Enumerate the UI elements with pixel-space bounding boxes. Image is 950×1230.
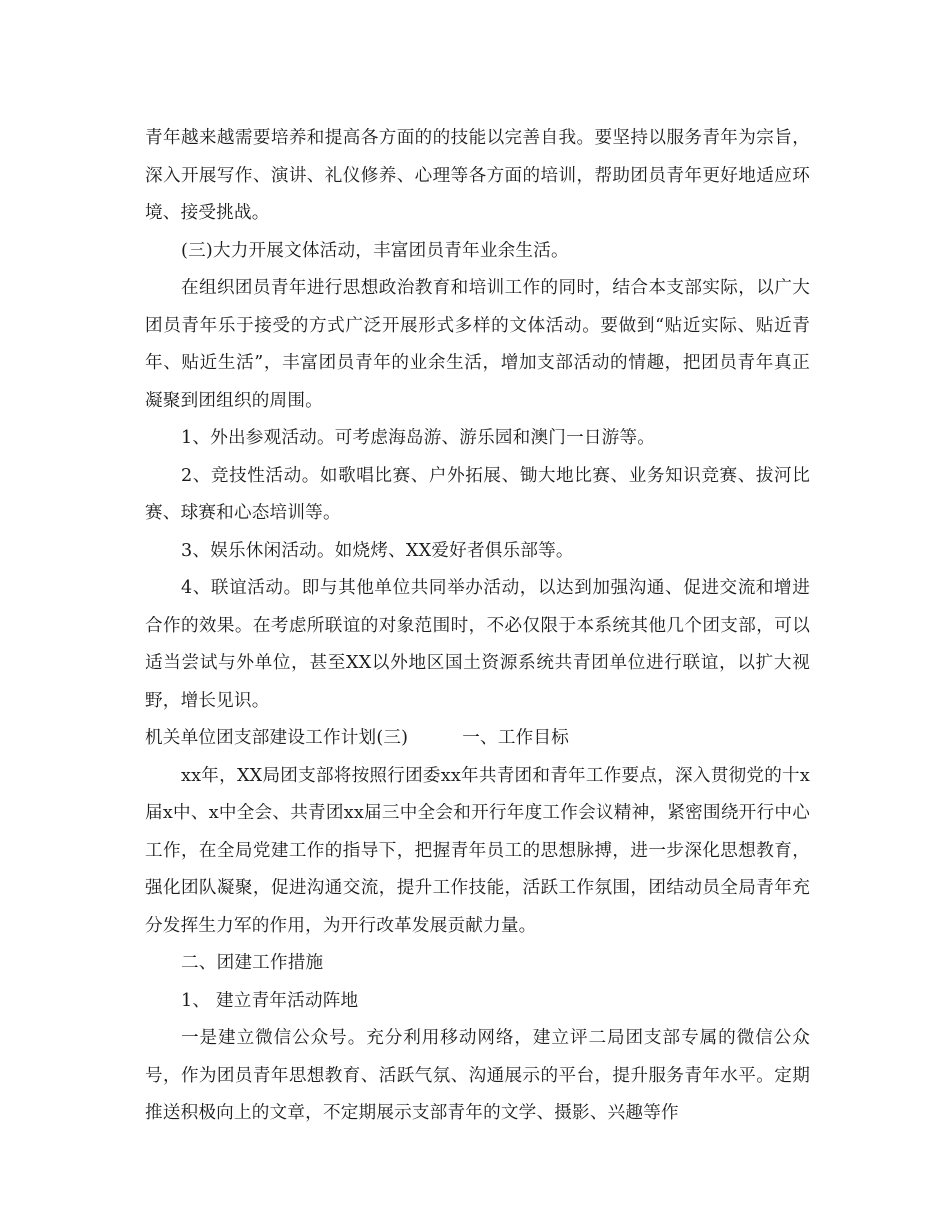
paragraph-wechat: 一是建立微信公众号。充分利用移动网络，建立评二局团支部专属的微信公众号，作为团员青年思想教育、活跃气氛、沟通展示的平台，提升服务青年水平。定期推送积极向上的文章，不定期展示支部青年的文学、摄影、兴趣等作 [145,1028,810,1123]
paragraph-measures-heading: 二、团建工作措施 [181,953,324,973]
document-body [145,120,810,1133]
paragraph-item-3: 3、娱乐休闲活动。如烧烤、XX爱好者俱乐部等。 [181,540,574,561]
paragraph-cultural-activities: 在组织团员青年进行思想政治教育和培训工作的同时，结合本支部实际，以广大团员青年乐于接受的方式广泛开展形式多样的文体活动。要做到“贴近实际、贴近青年、贴近生活”，丰富团员青年的业余生活，增加支部活动的情趣，把团员青年真正凝聚到团组织的周围。 [145,278,810,411]
paragraph-item-1: 1、外出参观活动。可考虑海岛游、游乐园和澳门一日游等。 [181,428,656,448]
paragraph-item-4: 4、联谊活动。即与其他单位共同举办活动，以达到加强沟通、促进交流和增进合作的效果。在考虑所联谊的对象范围时，不必仅限于本系统其他几个团支部，可以适当尝试与外单位，甚至XX以外地区国土资源系统共青团单位进行联谊，以扩大视野，增长见识。 [145,578,810,711]
paragraph-goal: xx年，XX局团支部将按照行团委xx年共青团和青年工作要点，深入贯彻党的十x届x中、x中全会、共青团xx届三中全会和开行年度工作会议精神，紧密围绕开行中心工作，在全局党建工作的指导下，把握青年员工的思想脉搏，进一步深化思想教育，强化团队凝聚，促进沟通交流，提升工作技能，活跃工作氛围，团结动员全局青年充分发挥生力军的作用，为开行改革发展贡献力量。 [145,765,810,936]
plan-heading-line [145,720,810,758]
plan-title: 机关单位团支部建设工作计划(三) [145,728,409,748]
paragraph-item-2: 2、竞技性活动。如歌唱比赛、户外拓展、锄大地比赛、业务知识竞赛、拔河比赛、球赛和心态培训等。 [145,465,810,523]
paragraph-measure-1-heading: 1、 建立青年活动阵地 [181,990,359,1011]
section-goal-heading: 一、工作目标 [462,728,570,748]
paragraph-training: 青年越来越需要培养和提高各方面的的技能以完善自我。要坚持以服务青年为宗旨，深入开展写作、演讲、礼仪修养、心理等各方面的培训，帮助团员青年更好地适应环境、接受挑战。 [145,128,810,223]
paragraph-section-three-heading: (三)大力开展文体活动，丰富团员青年业余生活。 [181,240,569,261]
